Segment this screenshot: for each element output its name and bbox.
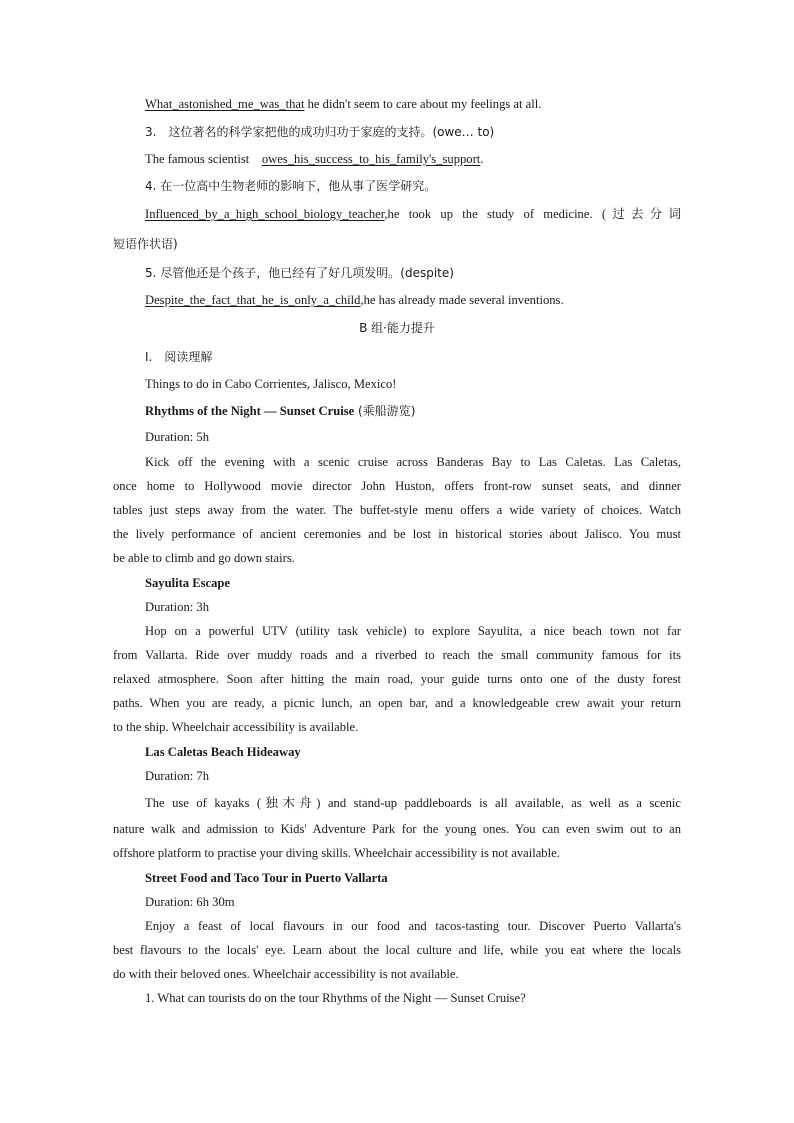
tour-text-line: relaxed atmosphere. Soon after hitting the main road, your guide turns onto one of the dusty forest [113,672,681,686]
tour-text-line: best flavours to the locals' eye. Learn about the local culture and life, while you eat where the locals [113,943,681,957]
item4-prompt: 4. 在一位高中生物老师的影响下，他从事了医学研究。 [145,179,437,193]
item3-end: . [480,152,484,166]
section-b-heading: B 组·能力提升 [359,321,435,335]
tour-text-line: to the ship. Wheelchair accessibility is available. [113,720,359,734]
tour-text-line: be able to climb and go down stairs. [113,551,295,565]
tour-text-line: Hop on a powerful UTV (utility task vehicle) to explore Sayulita, a nice beach town not far [145,624,681,638]
item5-rest: ,he has already made several inventions. [360,293,564,307]
tour-title: Sayulita Escape [145,576,231,590]
item4-line [145,206,681,222]
tour-text-line: the lively performance of ancient ceremonies and be lost in historical stories about Jalisco. You must [113,527,681,541]
tour-title: Street Food and Taco Tour in Puerto Vallarta [145,871,388,885]
tour-text-line: once home to Hollywood movie director John Huston, offers front-row sunset seats, and dinner [113,479,681,493]
tour-text-line: nature walk and admission to Kids' Adventure Park for the young ones. You can even swim out to an [113,822,681,836]
item2-answer: What_astonished_me_was_that [145,97,305,111]
part-label: Ⅰ. 阅读理解 [145,350,213,364]
tour-text-line: from Vallarta. Ride over muddy roads and a riverbed to reach the small community famous for its [113,648,681,662]
tour-text-line: paths. When you are ready, a picnic lunch, an open bar, and a knowledgeable crew await your return [113,696,681,710]
tour-text-line: offshore platform to practise your diving skills. Wheelchair accessibility is not available. [113,846,560,860]
item3-prompt: 3. 这位著名的科学家把他的成功归功于家庭的支持。(owe… to) [145,125,495,139]
intro-line: Things to do in Cabo Corrientes, Jalisco, Mexico! [145,377,397,391]
tour-duration: Duration: 5h [145,430,210,444]
item2-rest: he didn't seem to care about my feelings at all. [304,97,542,111]
question-1: 1. What can tourists do on the tour Rhythms of the Night — Sunset Cruise? [145,991,526,1005]
item4-rest: ,he took up the study of medicine. (过去分词 [384,207,681,221]
item4-continuation: 短语作状语) [113,237,178,251]
tour-text-line: The use of kayaks (独木舟) and stand-up paddleboards is all available, as well as a scenic [145,796,681,810]
item5-line [145,292,681,308]
tour-duration: Duration: 6h 30m [145,895,235,909]
tour-duration: Duration: 7h [145,769,210,783]
item5-answer: Despite_the_fact_that_he_is_only_a_child [145,293,361,307]
tour-title: Las Caletas Beach Hideaway [145,745,301,759]
item4-answer: Influenced_by_a_high_school_biology_teacher [145,207,385,221]
item5-prompt: 5. 尽管他还是个孩子，他已经有了好几项发明。(despite) [145,266,454,280]
tour-duration: Duration: 3h [145,600,210,614]
tour-text-line: do with their beloved ones. Wheelchair accessibility is not available. [113,967,459,981]
item3-line [145,151,681,167]
tour-text-line: Kick off the evening with a scenic cruise across Banderas Bay to Las Caletas. Las Caletas, [145,455,681,469]
tour-title: Rhythms of the Night — Sunset Cruise (乘船游览) [145,404,416,418]
tour-text-line: tables just steps away from the water. The buffet-style menu offers a wide variety of choices. Watch [113,503,681,517]
tour-text-line: Enjoy a feast of local flavours in our food and tacos-tasting tour. Discover Puerto Vallarta's [145,919,681,933]
item3-answer: owes_his_success_to_his_family's_support [261,152,481,166]
item3-lead: The famous scientist [145,152,262,166]
item2-line [145,96,681,112]
